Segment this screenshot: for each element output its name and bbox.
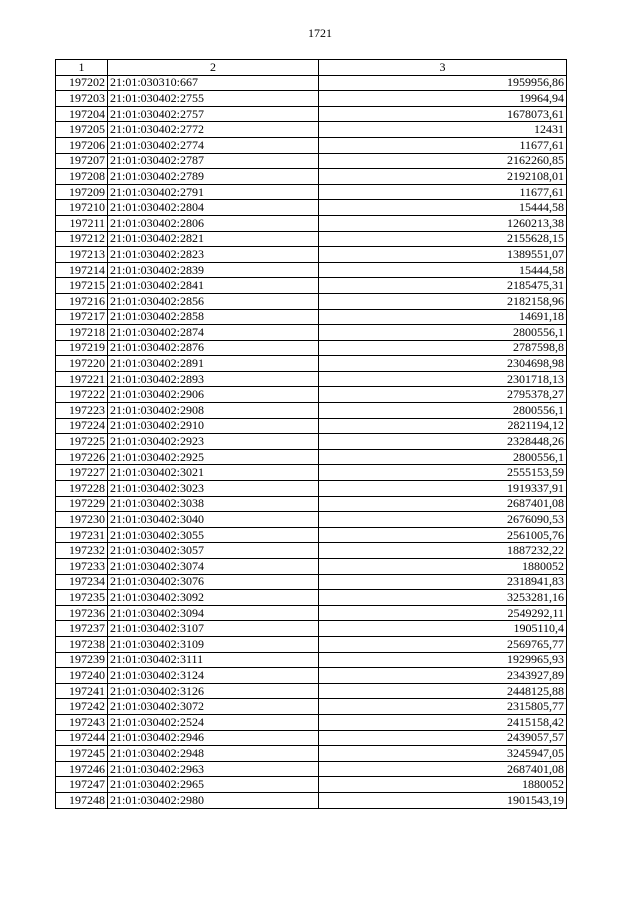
- table-row: [56, 137, 567, 153]
- cadastral-number-cell: 21:01:030402:2841: [108, 278, 319, 294]
- table-row: [56, 527, 567, 543]
- cadastral-number-cell: 21:01:030402:2787: [108, 153, 319, 169]
- value-cell: 2155628,15: [319, 231, 567, 247]
- table-row: [56, 387, 567, 403]
- row-number-cell: 197248: [56, 792, 108, 808]
- value-cell: 11677,61: [319, 184, 567, 200]
- value-cell: 2439057,57: [319, 730, 567, 746]
- value-cell: 2162260,85: [319, 153, 567, 169]
- value-cell: 11677,61: [319, 137, 567, 153]
- cadastral-number-cell: 21:01:030402:2839: [108, 262, 319, 278]
- table-row: [56, 215, 567, 231]
- value-cell: 2304698,98: [319, 356, 567, 372]
- row-number-cell: 197231: [56, 527, 108, 543]
- row-number-cell: 197233: [56, 559, 108, 575]
- table-row: [56, 231, 567, 247]
- cadastral-number-cell: 21:01:030402:3076: [108, 574, 319, 590]
- table-row: [56, 169, 567, 185]
- value-cell: 15444,58: [319, 200, 567, 216]
- cadastral-number-cell: 21:01:030402:2965: [108, 777, 319, 793]
- value-cell: 2315805,77: [319, 699, 567, 715]
- row-number-cell: 197216: [56, 293, 108, 309]
- cadastral-number-cell: 21:01:030402:2891: [108, 356, 319, 372]
- value-cell: 1959956,86: [319, 75, 567, 91]
- row-number-cell: 197202: [56, 75, 108, 91]
- cadastral-number-cell: 21:01:030402:2893: [108, 371, 319, 387]
- row-number-cell: 197211: [56, 215, 108, 231]
- table-row: [56, 699, 567, 715]
- cadastral-number-cell: 21:01:030402:2980: [108, 792, 319, 808]
- value-cell: 2555153,59: [319, 465, 567, 481]
- cadastral-number-cell: 21:01:030402:2757: [108, 106, 319, 122]
- row-number-cell: 197241: [56, 683, 108, 699]
- table-row: [56, 574, 567, 590]
- cadastral-number-cell: 21:01:030402:2874: [108, 325, 319, 341]
- row-number-cell: 197238: [56, 636, 108, 652]
- cadastral-number-cell: 21:01:030310:667: [108, 75, 319, 91]
- row-number-cell: 197220: [56, 356, 108, 372]
- cadastral-number-cell: 21:01:030402:3055: [108, 527, 319, 543]
- value-cell: 1929965,93: [319, 652, 567, 668]
- value-cell: 2549292,11: [319, 605, 567, 621]
- row-number-cell: 197206: [56, 137, 108, 153]
- cadastral-number-cell: 21:01:030402:2946: [108, 730, 319, 746]
- cadastral-number-cell: 21:01:030402:3124: [108, 668, 319, 684]
- row-number-cell: 197228: [56, 481, 108, 497]
- row-number-cell: 197244: [56, 730, 108, 746]
- table-row: [56, 262, 567, 278]
- table-row: [56, 652, 567, 668]
- table-row: [56, 449, 567, 465]
- table-row: [56, 777, 567, 793]
- value-cell: 2185475,31: [319, 278, 567, 294]
- table-row: [56, 418, 567, 434]
- row-number-cell: 197240: [56, 668, 108, 684]
- table-row: [56, 465, 567, 481]
- cadastral-number-cell: 21:01:030402:3074: [108, 559, 319, 575]
- cadastral-number-cell: 21:01:030402:3057: [108, 543, 319, 559]
- value-cell: 1389551,07: [319, 247, 567, 263]
- cadastral-number-cell: 21:01:030402:2906: [108, 387, 319, 403]
- value-cell: 1880052: [319, 777, 567, 793]
- table-row: [56, 730, 567, 746]
- row-number-cell: 197219: [56, 340, 108, 356]
- column-header-3: 3: [319, 60, 567, 76]
- row-number-cell: 197218: [56, 325, 108, 341]
- value-cell: 2318941,83: [319, 574, 567, 590]
- cadastral-number-cell: 21:01:030402:2910: [108, 418, 319, 434]
- cadastral-number-cell: 21:01:030402:2963: [108, 761, 319, 777]
- value-cell: 2343927,89: [319, 668, 567, 684]
- cadastral-number-cell: 21:01:030402:2908: [108, 403, 319, 419]
- table-row: [56, 403, 567, 419]
- row-number-cell: 197230: [56, 512, 108, 528]
- value-cell: 2800556,1: [319, 449, 567, 465]
- table-row: [56, 200, 567, 216]
- column-header-2: 2: [108, 60, 319, 76]
- value-cell: 2182158,96: [319, 293, 567, 309]
- registry-table: [55, 59, 567, 809]
- row-number-cell: 197209: [56, 184, 108, 200]
- row-number-cell: 197210: [56, 200, 108, 216]
- table-row: [56, 184, 567, 200]
- table-row: [56, 325, 567, 341]
- row-number-cell: 197214: [56, 262, 108, 278]
- row-number-cell: 197237: [56, 621, 108, 637]
- cadastral-number-cell: 21:01:030402:2524: [108, 714, 319, 730]
- value-cell: 1919337,91: [319, 481, 567, 497]
- table-row: [56, 75, 567, 91]
- table-row: [56, 309, 567, 325]
- row-number-cell: 197239: [56, 652, 108, 668]
- table-row: [56, 714, 567, 730]
- cadastral-number-cell: 21:01:030402:2948: [108, 746, 319, 762]
- row-number-cell: 197215: [56, 278, 108, 294]
- row-number-cell: 197224: [56, 418, 108, 434]
- row-number-cell: 197234: [56, 574, 108, 590]
- value-cell: 15444,58: [319, 262, 567, 278]
- table-row: [56, 605, 567, 621]
- value-cell: 2687401,08: [319, 761, 567, 777]
- cadastral-number-cell: 21:01:030402:2856: [108, 293, 319, 309]
- table-row: [56, 481, 567, 497]
- cadastral-number-cell: 21:01:030402:2925: [108, 449, 319, 465]
- cadastral-number-cell: 21:01:030402:2923: [108, 434, 319, 450]
- row-number-cell: 197207: [56, 153, 108, 169]
- row-number-cell: 197247: [56, 777, 108, 793]
- value-cell: 1887232,22: [319, 543, 567, 559]
- row-number-cell: 197236: [56, 605, 108, 621]
- value-cell: 2676090,53: [319, 512, 567, 528]
- cadastral-number-cell: 21:01:030402:3092: [108, 590, 319, 606]
- value-cell: 2800556,1: [319, 325, 567, 341]
- value-cell: 19964,94: [319, 91, 567, 107]
- value-cell: 2687401,08: [319, 496, 567, 512]
- cadastral-number-cell: 21:01:030402:2774: [108, 137, 319, 153]
- cadastral-number-cell: 21:01:030402:2823: [108, 247, 319, 263]
- header-row: [56, 60, 567, 76]
- table-row: [56, 293, 567, 309]
- value-cell: 1901543,19: [319, 792, 567, 808]
- row-number-cell: 197208: [56, 169, 108, 185]
- cadastral-number-cell: 21:01:030402:3107: [108, 621, 319, 637]
- value-cell: 3245947,05: [319, 746, 567, 762]
- cadastral-number-cell: 21:01:030402:3023: [108, 481, 319, 497]
- table-row: [56, 340, 567, 356]
- value-cell: 1905110,4: [319, 621, 567, 637]
- table-row: [56, 590, 567, 606]
- table-row: [56, 636, 567, 652]
- cadastral-number-cell: 21:01:030402:2772: [108, 122, 319, 138]
- value-cell: 12431: [319, 122, 567, 138]
- row-number-cell: 197204: [56, 106, 108, 122]
- row-number-cell: 197223: [56, 403, 108, 419]
- table-row: [56, 746, 567, 762]
- value-cell: 2301718,13: [319, 371, 567, 387]
- row-number-cell: 197242: [56, 699, 108, 715]
- value-cell: 2561005,76: [319, 527, 567, 543]
- cadastral-number-cell: 21:01:030402:2789: [108, 169, 319, 185]
- table-row: [56, 122, 567, 138]
- cadastral-number-cell: 21:01:030402:2806: [108, 215, 319, 231]
- table-row: [56, 496, 567, 512]
- cadastral-number-cell: 21:01:030402:2755: [108, 91, 319, 107]
- table-row: [56, 371, 567, 387]
- cadastral-number-cell: 21:01:030402:2804: [108, 200, 319, 216]
- value-cell: 2448125,88: [319, 683, 567, 699]
- row-number-cell: 197222: [56, 387, 108, 403]
- table-row: [56, 153, 567, 169]
- row-number-cell: 197221: [56, 371, 108, 387]
- row-number-cell: 197232: [56, 543, 108, 559]
- table-row: [56, 559, 567, 575]
- table-row: [56, 106, 567, 122]
- value-cell: 2787598,8: [319, 340, 567, 356]
- value-cell: 2795378,27: [319, 387, 567, 403]
- table-row: [56, 247, 567, 263]
- table-body: [56, 75, 567, 808]
- value-cell: 2569765,77: [319, 636, 567, 652]
- table-row: [56, 621, 567, 637]
- row-number-cell: 197245: [56, 746, 108, 762]
- table-row: [56, 278, 567, 294]
- value-cell: 3253281,16: [319, 590, 567, 606]
- cadastral-number-cell: 21:01:030402:2858: [108, 309, 319, 325]
- table-row: [56, 761, 567, 777]
- value-cell: 2800556,1: [319, 403, 567, 419]
- row-number-cell: 197226: [56, 449, 108, 465]
- column-header-1: 1: [56, 60, 108, 76]
- cadastral-number-cell: 21:01:030402:2876: [108, 340, 319, 356]
- value-cell: 2328448,26: [319, 434, 567, 450]
- cadastral-number-cell: 21:01:030402:3126: [108, 683, 319, 699]
- row-number-cell: 197235: [56, 590, 108, 606]
- page-number: 1721: [308, 26, 332, 40]
- cadastral-number-cell: 21:01:030402:3040: [108, 512, 319, 528]
- cadastral-number-cell: 21:01:030402:3038: [108, 496, 319, 512]
- value-cell: 2415158,42: [319, 714, 567, 730]
- row-number-cell: 197203: [56, 91, 108, 107]
- value-cell: 14691,18: [319, 309, 567, 325]
- row-number-cell: 197229: [56, 496, 108, 512]
- row-number-cell: 197225: [56, 434, 108, 450]
- value-cell: 2192108,01: [319, 169, 567, 185]
- value-cell: 1880052: [319, 559, 567, 575]
- row-number-cell: 197243: [56, 714, 108, 730]
- value-cell: 1260213,38: [319, 215, 567, 231]
- row-number-cell: 197213: [56, 247, 108, 263]
- cadastral-number-cell: 21:01:030402:3072: [108, 699, 319, 715]
- table-row: [56, 434, 567, 450]
- table-row: [56, 792, 567, 808]
- value-cell: 1678073,61: [319, 106, 567, 122]
- table-header: [56, 60, 567, 76]
- table-row: [56, 356, 567, 372]
- row-number-cell: 197246: [56, 761, 108, 777]
- row-number-cell: 197212: [56, 231, 108, 247]
- value-cell: 2821194,12: [319, 418, 567, 434]
- cadastral-number-cell: 21:01:030402:2791: [108, 184, 319, 200]
- table-row: [56, 668, 567, 684]
- cadastral-number-cell: 21:01:030402:2821: [108, 231, 319, 247]
- row-number-cell: 197217: [56, 309, 108, 325]
- table-row: [56, 683, 567, 699]
- table-row: [56, 91, 567, 107]
- row-number-cell: 197205: [56, 122, 108, 138]
- table-row: [56, 543, 567, 559]
- cadastral-number-cell: 21:01:030402:3021: [108, 465, 319, 481]
- cadastral-number-cell: 21:01:030402:3111: [108, 652, 319, 668]
- table-row: [56, 512, 567, 528]
- row-number-cell: 197227: [56, 465, 108, 481]
- cadastral-number-cell: 21:01:030402:3094: [108, 605, 319, 621]
- cadastral-number-cell: 21:01:030402:3109: [108, 636, 319, 652]
